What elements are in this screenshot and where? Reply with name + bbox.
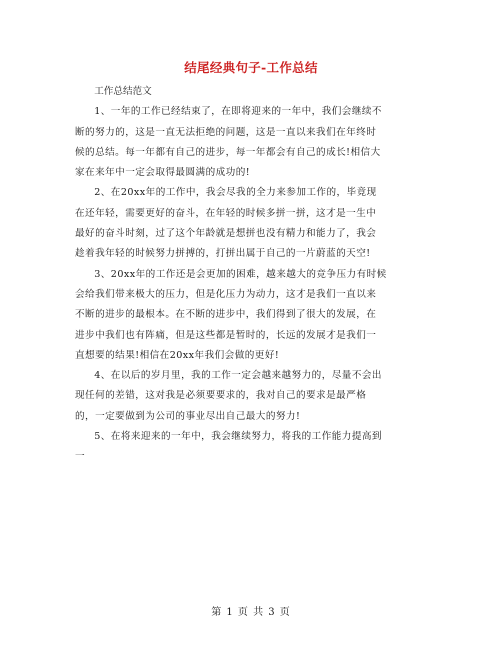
paragraph-line: 的，一定要做到为公司的事业尽出自己最大的努力! [75,410,301,422]
paragraph-line: 一 [75,451,86,463]
paragraph-4 [75,366,435,427]
document-title: 结尾经典句子-工作总结 [184,60,318,75]
document-body [75,82,435,468]
document-subtitle: 工作总结范文 [94,86,152,97]
paragraph-line: 5、在将来迎来的一年中，我会继续努力，将我的工作能力提高到 [94,431,382,443]
page-number-footer: 第 1 页 共 3 页 [211,607,291,618]
paragraph-line: 1、一年的工作已经结束了，在即将迎来的一年中，我们会继续不 [94,106,382,118]
paragraph-line: 会给我们带来极大的压力，但是化压力为动力，这才是我们一直以来 [75,288,377,300]
paragraph-line: 直想要的结果!相信在20xx年我们会做的更好! [75,349,280,361]
paragraph-line: 4、在以后的岁月里，我的工作一定会越来越努力的，尽量不会出 [94,370,382,382]
paragraph-line: 候的总结。每一年都有自己的进步，每一年都会有自己的成长!相信大 [75,146,381,158]
paragraph-line: 趁着我年轻的时候努力拼搏的，打拼出属于自己的一片蔚蓝的天空! [75,248,371,260]
paragraph-line: 家在来年中一定会取得最圆满的成功的! [75,167,251,179]
paragraph-2 [75,183,435,264]
paragraph-5 [75,427,435,468]
paragraph-line: 断的努力的，这是一直无法拒绝的问题，这是一直以来我们在年终时 [75,126,377,138]
paragraph-line: 3、20xx年的工作还是会更加的困难，越来越大的竞争压力有时候 [94,268,387,280]
paragraph-1 [75,102,435,183]
paragraph-line: 进步中我们也有阵痛，但是这些都是暂时的，长远的发展才是我们一 [75,329,377,341]
paragraph-3 [75,265,435,366]
paragraph-line: 2、在20xx年的工作中，我会尽我的全力来参加工作的，毕竟现 [94,187,377,199]
paragraph-line: 不断的进步的最根本。在不断的进步中，我们得到了很大的发展，在 [75,309,377,321]
paragraph-line: 现任何的差错，这对我是必须要要求的，我对自己的要求是最严格 [75,390,367,402]
paragraph-line: 最好的奋斗时刻，过了这个年龄就是想拼也没有精力和能力了，我会 [75,228,377,240]
paragraph-line: 在还年轻，需要更好的奋斗，在年轻的时候多拼一拼，这才是一生中 [75,207,377,219]
